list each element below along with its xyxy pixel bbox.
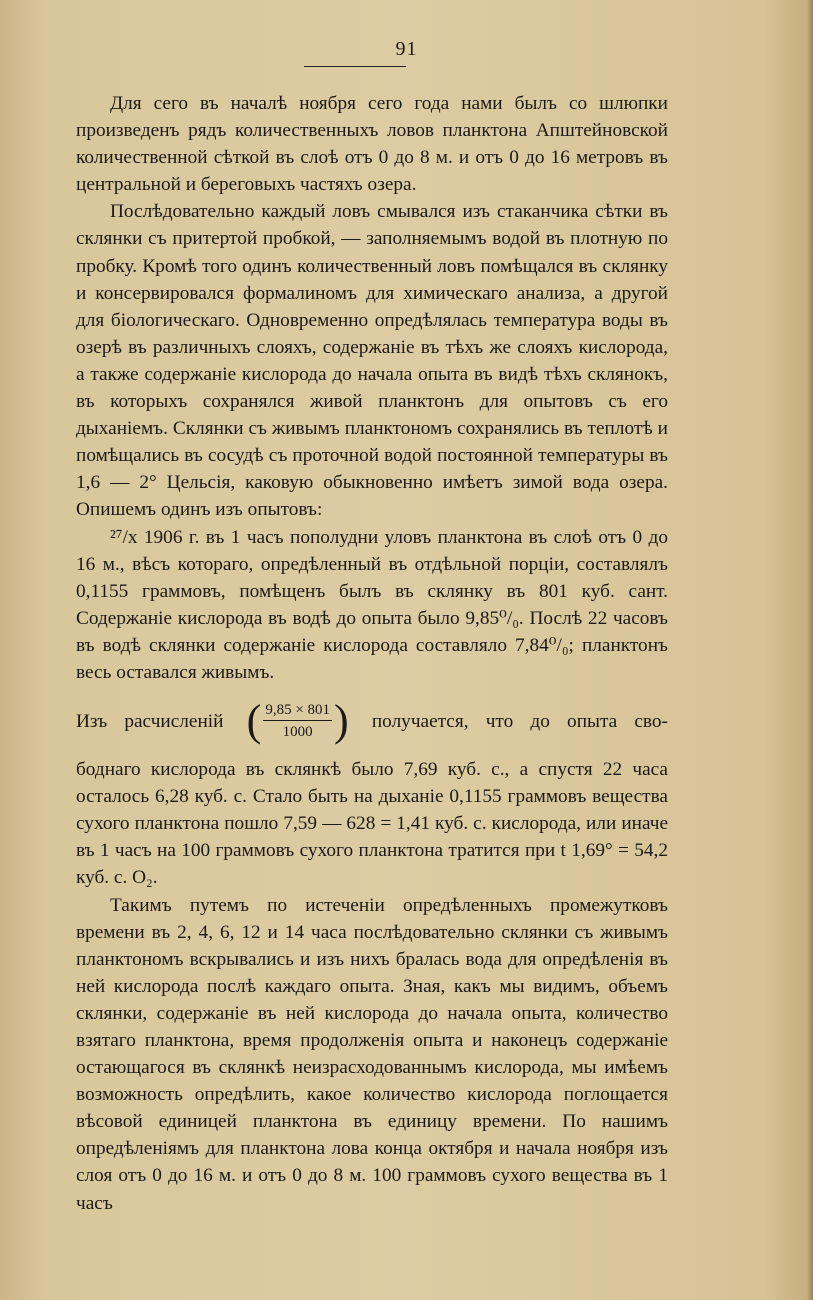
- fraction-expression: [246, 696, 349, 746]
- page-number-rule: [304, 66, 406, 67]
- formula-word-2: расчисленій: [124, 710, 224, 732]
- formula-line: [76, 686, 668, 756]
- formula-word-6: опыта: [567, 710, 618, 732]
- body-text: [76, 90, 668, 1217]
- page-number: 91: [395, 38, 418, 60]
- fraction-numerator: 9,85 × 801: [263, 701, 332, 721]
- page-edge-shadow: [807, 0, 813, 1300]
- formula-word-4: что: [485, 710, 514, 732]
- fraction-denominator: 1000: [282, 724, 313, 741]
- paragraph-1: Для сего въ началѣ ноября сего года нами былъ со шлюпки произведенъ рядъ количественныхъ ловов планктона Апштейновской количественной сѣткой въ слоѣ отъ 0 до 8 м. и отъ 0 до 16 метровъ въ центральной и береговыхъ частяхъ озера.: [76, 93, 668, 196]
- fraction: [263, 701, 332, 741]
- paragraph-4: Такимъ путемъ по истеченіи опредѣленныхъ промежутковъ времени въ 2, 4, 6, 12 и 14 часа послѣдовательно склянки съ живымъ планктономъ вскрывались и изъ нихъ бралась вода для опредѣленія въ ней кислорода послѣ каждаго опыта. Зная, какъ мы видимъ, объемъ склянки, содержаніе въ ней кислорода до начала опыта, количество взятаго планктона, время продолженія опыта и наконецъ содержаніе остающагося въ склянкѣ неизрасходованнымъ кислорода, мы имѣемъ возможность опредѣлить, какое количество кислорода поглощается вѣсовой единицей планктона въ единицу времени. По нашимъ опредѣленіямъ для планктона лова конца октября и начала ноября изъ слоя отъ 0 до 16 м. и отъ 0 до 8 м. 100 граммовъ сухого вещества въ 1 часъ: [76, 894, 668, 1214]
- paragraph-3: ²⁷/x 1906 г. въ 1 часъ пополудни уловъ планктона въ слоѣ отъ 0 до 16 м., вѣсъ котораго, опредѣленный въ отдѣльной порціи, составлялъ 0,1155 граммовъ, помѣщенъ былъ въ склянку въ 801 куб. сант. Содержаніе кислорода въ водѣ до опыта было 9,85⁰/₀. Послѣ 22 часовъ въ водѣ склянки содержаніе кислорода составляло 7,84⁰/₀; планктонъ весь оставался живымъ.: [76, 526, 668, 683]
- formula-word-1: Изъ: [76, 710, 108, 732]
- paragraph-continuation: боднаго кислорода въ склянкѣ было 7,69 куб. с., а спустя 22 часа осталось 6,28 куб. с. Стало быть на дыханіе 0,1155 граммовъ вещества сухого планктона пошло 7,59 — 628 = 1,41 куб. с. кислорода, или иначе въ 1 часъ на 100 граммовъ сухого планктона тратится при t 1,69° = 54,2 куб. с. O₂.: [76, 759, 668, 889]
- formula-word-5: до: [530, 710, 550, 732]
- paragraph-2: Послѣдовательно каждый ловъ смывался изъ стаканчика сѣтки въ склянки съ притертой пробкой, — заполняемымъ водой въ плотную по пробку. Кромѣ того одинъ количественный ловъ помѣщался въ склянку и консервировался формалиномъ для химическаго анализа, а другой для біологическаго. Одновременно опредѣлялась температура воды въ озерѣ въ различныхъ слояхъ, содержаніе въ тѣхъ же слояхъ кислорода, а также содержаніе кислорода до начала опыта въ видѣ тѣхъ склянокъ, въ которыхъ сохранялся живой планктонъ для опытовъ съ его дыханіемъ. Склянки съ живымъ планктономъ сохранялись въ теплотѣ и помѣщались въ сосудѣ съ проточной водой постоянной температуры въ 1,6 — 2° Цельсія, каковую обыкновенно имѣетъ зимой вода озера. Опишемъ одинъ изъ опытовъ:: [76, 201, 668, 521]
- formula-word-3: получается,: [371, 710, 469, 732]
- right-paren: ): [334, 696, 349, 746]
- left-paren: (: [246, 696, 262, 746]
- formula-word-7: сво-: [634, 710, 668, 732]
